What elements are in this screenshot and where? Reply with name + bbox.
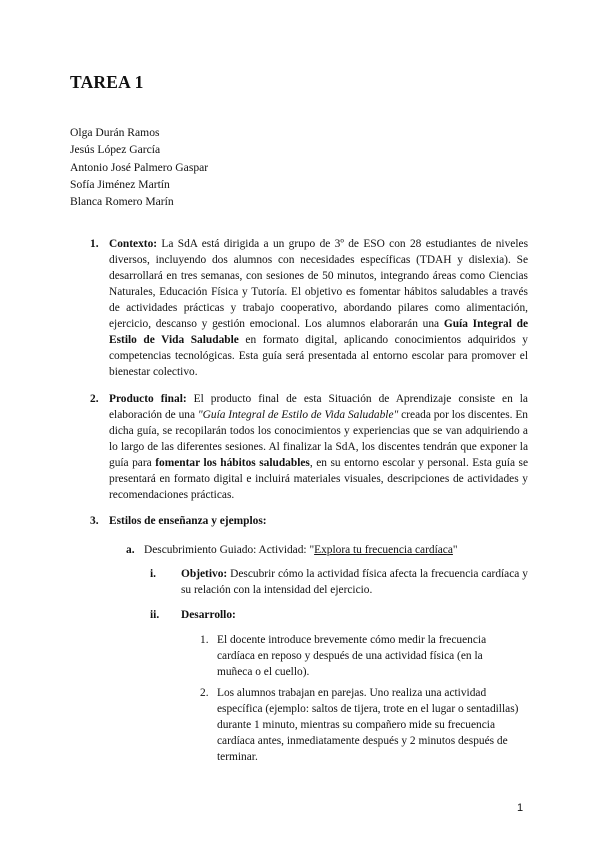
subitem-label: a.	[126, 544, 135, 556]
step-text: El docente introduce brevemente cómo medir la frecuencia cardíaca en reposo y después de una actividad física (en la muñeca o el cuello).	[217, 634, 487, 678]
section-heading: Producto final:	[109, 393, 187, 405]
author-name: Sofía Jiménez Martín	[70, 177, 170, 191]
subitem-heading: Objetivo:	[181, 568, 228, 580]
section-text: creada por los discentes. En dicha guía, se recopilarán todos los conocimientos y experiencias que se van adquiriendo a lo largo de las diferentes sesiones. Al finalizar la SdA, los discentes tendrán que exponer la guía para	[109, 409, 528, 469]
author-name: Olga Durán Ramos	[70, 126, 160, 139]
subitem-ii	[150, 607, 236, 623]
section-context	[92, 236, 528, 380]
section-body	[109, 236, 528, 380]
section-number: 2.	[90, 393, 99, 405]
subitem-label: i.	[150, 568, 157, 580]
list-item	[200, 685, 520, 765]
subitem-i	[150, 566, 528, 598]
page-number: 1	[517, 802, 524, 814]
section-number: 3.	[90, 515, 99, 527]
subitem-body	[181, 566, 528, 598]
author-name: Jesús López García	[70, 143, 161, 157]
emphasis-bold: fomentar los hábitos saludables	[155, 457, 310, 469]
section-number: 1.	[90, 238, 99, 250]
section-final-product	[92, 391, 528, 503]
section-heading: Estilos de enseñanza y ejemplos:	[109, 515, 267, 527]
guide-title-italic: "Guía Integral de Estilo de Vida Saludable"	[197, 409, 399, 421]
activity-link[interactable]: Explora tu frecuencia cardíaca	[314, 544, 453, 556]
section-text: El producto final de esta Situación de Aprendizaje consiste en la elaboración de una	[109, 393, 528, 421]
section-teaching-styles	[92, 513, 528, 529]
author-list	[70, 124, 208, 210]
subitem-text: Descubrir cómo la actividad física afecta la frecuencia cardíaca y su relación con la intensidad del ejercicio.	[181, 568, 528, 596]
development-steps	[200, 632, 520, 770]
subitem-label: ii.	[150, 609, 160, 621]
guide-title-bold: Guía Integral de Estilo de Vida Saludable	[109, 318, 528, 346]
section-text: La SdA está dirigida a un grupo de 3º de ESO con 28 estudiantes de niveles diversos, incluyendo dos alumnos con necesidades específicas (TDAH y dislexia). Se desarrollará en tres semanas, con sesiones de 50 minutos, integrando áreas como Ciencias Naturales, Educación Física y Tutoría. El objetivo es fomentar hábitos saludables a través de actividades prácticas y trabajo cooperativo, abordando pilares como alimentación, ejercicio, descanso y gestión emocional. Los alumnos elaborarán una	[109, 238, 528, 330]
subitem-heading: Desarrollo:	[181, 609, 236, 621]
subitem-a	[126, 542, 458, 558]
author-name: Antonio José Palmero Gaspar	[70, 160, 209, 174]
section-text: , en su entorno escolar y personal. Esta guía se presentará en formato digital e incluirá materiales visuales, descripciones de actividades y recomendaciones prácticas.	[109, 457, 529, 501]
step-text: Los alumnos trabajan en parejas. Uno realiza una actividad específica (ejemplo: saltos de tijera, trote en el lugar o sentadillas) durante 1 minuto, mientras su compañero mide su frecuencia cardíaca antes, inmediatamente después y 2 minutos después de terminar.	[217, 687, 519, 763]
list-item	[200, 632, 520, 680]
document-title: TAREA 1	[70, 72, 144, 92]
section-body	[109, 391, 528, 503]
subitem-text-close: "	[452, 544, 458, 556]
step-number: 1.	[200, 634, 209, 646]
section-text: en formato digital, aplicando conocimientos adquiridos y competencias tecnológicas. Esta guía será presentada al entorno escolar para promover el bienestar colectivo.	[109, 334, 528, 378]
step-number: 2.	[200, 687, 209, 699]
section-heading: Contexto:	[109, 238, 158, 250]
subitem-text: Descubrimiento Guiado: Actividad: "	[144, 544, 315, 556]
author-name: Blanca Romero Marín	[70, 195, 174, 209]
